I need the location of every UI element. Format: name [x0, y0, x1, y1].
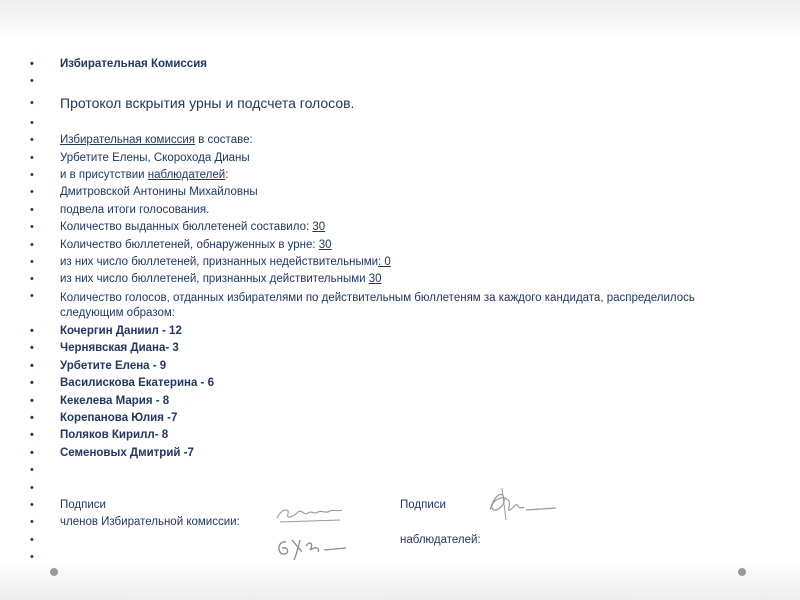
protocol-title: [30, 91, 750, 115]
presence-pre: и в присутствии: [60, 169, 148, 182]
candidate-text: Поляков Кирилл- 8: [60, 429, 169, 442]
signatures-line-3: [30, 532, 750, 549]
protocol-title-text: Протокол вскрытия урны и подсчета голосов.: [60, 94, 355, 111]
observer-signature: [480, 484, 560, 524]
candidate-text: Василискова Екатерина - 6: [60, 377, 214, 390]
empty-bullet: [30, 115, 750, 132]
candidate-item: [30, 375, 750, 392]
candidate-text: Семеновых Дмитрий -7: [60, 446, 194, 459]
presence-post: :: [225, 169, 229, 182]
corner-dot-right: [738, 568, 746, 576]
candidate-item: [30, 393, 750, 410]
right-signatures-label: Подписи: [400, 498, 446, 511]
signatures-line-1: [30, 497, 750, 514]
candidate-item: [30, 410, 750, 427]
issued-label: Количество выданных бюллетеней составило:: [60, 221, 313, 234]
members-line: [30, 150, 750, 167]
composition-link[interactable]: Избирательная комиссия: [60, 134, 196, 147]
invalid-line: [30, 254, 750, 271]
commission-heading: [30, 56, 750, 73]
valid-label: из них число бюллетеней, признанных действительными: [60, 273, 369, 286]
summary-line: [30, 202, 750, 219]
candidate-item: [30, 323, 750, 340]
candidate-item: [30, 427, 750, 444]
empty-bullet: [30, 73, 750, 90]
candidate-text: Урбетите Елена - 9: [60, 359, 167, 372]
invalid-label: из них число бюллетеней, признанных недействительными: [60, 256, 379, 269]
commission-members-label: членов Избирательной комиссии:: [60, 516, 240, 529]
candidate-item: [30, 445, 750, 462]
candidate-item: [30, 358, 750, 375]
empty-bullet: [30, 549, 750, 566]
observers-link[interactable]: наблюдателей: [147, 169, 226, 182]
candidate-item: [30, 340, 750, 357]
found-value: 30: [318, 238, 332, 251]
commission-signature-1: [272, 500, 347, 528]
candidate-text: Кочергин Даниил - 12: [60, 324, 182, 337]
signatures-line-2: [30, 514, 750, 531]
invalid-value: : 0: [378, 256, 391, 269]
summary-text: подвела итоги голосования.: [60, 203, 210, 216]
commission-signature-2: [272, 532, 350, 562]
observer-name: Дмитровской Антонины Михайловны: [60, 186, 258, 199]
empty-bullet: [30, 462, 750, 479]
corner-dot-left: [50, 568, 58, 576]
candidate-text: Кекелева Мария - 8: [60, 394, 170, 407]
presence-line: [30, 167, 750, 184]
composition-line: [30, 132, 750, 149]
found-label: Количество бюллетеней, обнаруженных в урне:: [60, 238, 319, 251]
members-text: Урбетите Елены, Скорохода Дианы: [60, 151, 250, 164]
commission-heading-text: Избирательная Комиссия: [60, 58, 207, 70]
protocol-list: [30, 56, 750, 567]
left-signatures-label: Подписи: [60, 498, 106, 511]
composition-rest: в составе:: [195, 134, 253, 147]
valid-line: [30, 271, 750, 288]
issued-line: [30, 219, 750, 236]
observer-name-line: [30, 184, 750, 201]
valid-value: 30: [368, 273, 382, 286]
candidate-text: Чернявская Диана- 3: [60, 342, 179, 355]
candidate-text: Корепанова Юлия -7: [60, 411, 178, 424]
issued-value: 30: [312, 221, 326, 234]
found-line: [30, 237, 750, 254]
empty-bullet: [30, 480, 750, 497]
distribution-line: [30, 289, 750, 323]
distribution-text: Количество голосов, отданных избирателями по действительным бюллетеням за каждого кандидата, распределилось следующим образом:: [60, 291, 695, 319]
observers-label: • наблюдателей:: [400, 533, 481, 546]
